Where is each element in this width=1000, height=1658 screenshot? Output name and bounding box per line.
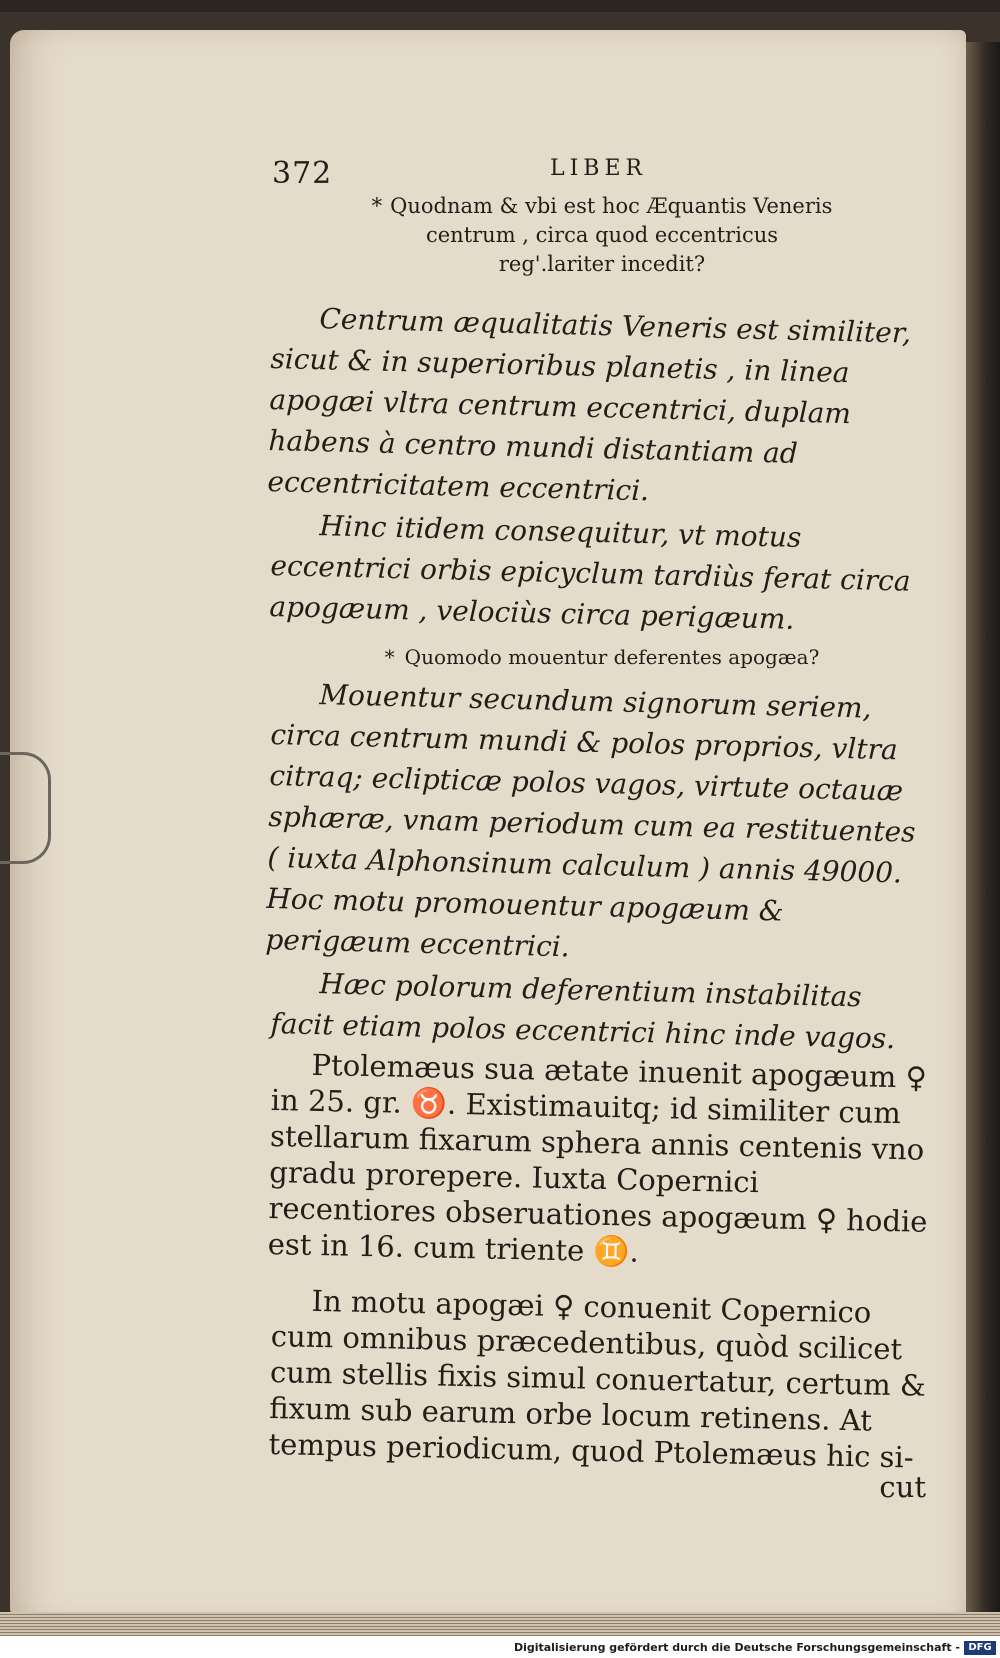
question-text: Quomodo mouentur deferentes apogæa? xyxy=(404,645,820,669)
page-edge-right xyxy=(966,42,1000,1622)
ribbon-bookmark xyxy=(0,752,51,864)
footer-bar xyxy=(0,1636,1000,1658)
question-heading-1 xyxy=(272,192,932,279)
question-text: Quodnam & vbi est hoc Æquantis Veneris xyxy=(390,194,833,218)
page-number: 372 xyxy=(272,156,333,191)
answer-paragraph: Hinc itidem consequitur, vt motus eccentrici orbis epicyclum tardiùs ferat circa apogæum , velociùs circa perigæum. xyxy=(269,509,911,636)
question-line: reg'.lariter incedit? xyxy=(498,252,706,276)
book-scan xyxy=(0,12,1000,1632)
question-line xyxy=(272,192,932,221)
catchword: cut xyxy=(879,1470,926,1504)
dfg-logo-icon: DFG xyxy=(964,1641,996,1655)
running-head: LIBER xyxy=(550,156,648,181)
answer-paragraph: Hæc polorum deferentium instabilitas facit etiam polos eccentrici hinc inde vagos. xyxy=(270,967,896,1056)
asterisk-marker: * xyxy=(371,194,383,218)
book-page xyxy=(10,30,966,1622)
body-paragraph: Ptolemæus sua ætate inuenit apogæum ♀ in 25. gr. ♉. Existimauitq; id similiter cum stellarum fixarum sphera annis centenis vno gradu prorepere. Iuxta Copernici recentiores obseruationes apogæum ♀ hodie est in 16. cum triente ♊. xyxy=(267,1047,928,1269)
question-heading-2 xyxy=(272,643,932,671)
asterisk-marker: * xyxy=(384,645,395,669)
page-header xyxy=(272,148,932,190)
answer-paragraph: Mouentur secundum signorum seriem, circa centrum mundi & polos proprios, vltra citraq; eclipticæ polos vagos, virtute octauæ sphæræ, vnam periodum cum ea restituentes ( iuxta Alphonsinum calculum ) annis 49000. Hoc motu promouentur apogæum & perigæum eccentrici. xyxy=(265,678,916,964)
page-edge-bottom xyxy=(0,1612,1000,1636)
body-paragraph: In motu apogæi ♀ conuenit Copernico cum omnibus præcedentibus, quòd scilicet cum stellis fixis simul conuertatur, certum & fixum sub earum orbe locum retinens. At tempus periodicum, quod Ptolemæus hic si- xyxy=(268,1283,927,1475)
answer-paragraph: Centrum æqualitatis Veneris est similiter, sicut & in superioribus planetis , in linea apogæi vltra centrum eccentrici, duplam habens à centro mundi distantiam ad eccentricitatem eccentrici. xyxy=(267,302,912,508)
page-content xyxy=(265,148,932,1504)
footer-credit: Digitalisierung gefördert durch die Deutsche Forschungsgemeinschaft - xyxy=(513,1641,960,1654)
question-line: centrum , circa quod eccentricus xyxy=(425,223,779,247)
